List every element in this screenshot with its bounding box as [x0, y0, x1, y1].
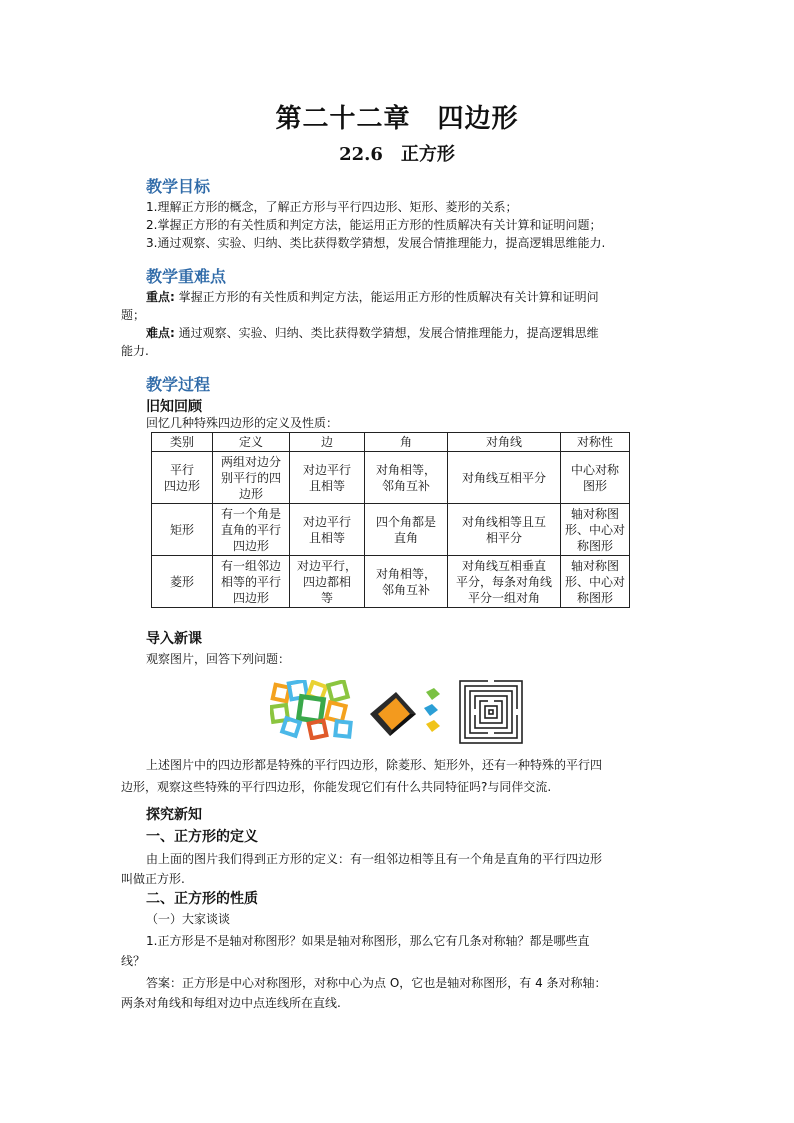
square-maze-image	[458, 679, 524, 745]
intro-paragraph-line-1: 上述图片中的四边形都是特殊的平行四边形，除菱形、矩形外，还有一种特殊的平行四	[146, 758, 603, 772]
goal-item-2: 2.掌握正方形的有关性质和判定方法，能运用正方形的性质解决有关计算和证明问题；	[146, 218, 602, 232]
definition-title: 一、正方形的定义	[146, 829, 258, 845]
table-cell: 对边平行 且相等	[290, 504, 365, 556]
table-cell: 矩形	[152, 504, 213, 556]
explore-title: 探究新知	[146, 807, 202, 823]
focus-label: 重点:	[146, 290, 175, 304]
review-title: 旧知回顾	[146, 399, 202, 415]
goal-item-1: 1.理解正方形的概念，了解正方形与平行四边形、矩形、菱形的关系；	[146, 200, 518, 214]
properties-title: 二、正方形的性质	[146, 891, 258, 907]
focus-line-2: 题；	[121, 308, 146, 322]
table-cell: 对角相等， 邻角互补	[365, 452, 448, 504]
focus-line-1	[146, 288, 599, 306]
table-cell: 对角线互相平分	[448, 452, 561, 504]
answer-line-1: 答案：正方形是中心对称图形，对称中心为点 O，它也是轴对称图形，有 4 条对称轴：	[146, 976, 607, 990]
table-cell: 对边平行 且相等	[290, 452, 365, 504]
chapter-title: 第二十二章 四边形	[275, 104, 519, 134]
goals-heading: 教学目标	[146, 177, 211, 196]
cube-image	[368, 688, 444, 742]
table-cell: 有一组邻边 相等的平行 四边形	[213, 556, 290, 608]
table-cell: 对角线相等且互 相平分	[448, 504, 561, 556]
table-header: 类别	[152, 433, 213, 452]
table-header: 对角线	[448, 433, 561, 452]
process-heading: 教学过程	[146, 375, 211, 394]
table-cell: 对角相等， 邻角互补	[365, 556, 448, 608]
table-cell: 菱形	[152, 556, 213, 608]
keypoints-heading: 教学重难点	[146, 267, 227, 286]
colorful-squares-image	[270, 680, 354, 740]
table-row	[152, 452, 630, 504]
question-1-line-2: 线？	[121, 954, 146, 968]
table-cell: 轴对称图 形、中心对 称图形	[561, 504, 630, 556]
difficulty-line-2: 能力.	[121, 344, 149, 358]
table-cell: 两组对边分 别平行的四 边形	[213, 452, 290, 504]
question-1-line-1: 1.正方形是不是轴对称图形？如果是轴对称图形，那么它有几条对称轴？都是哪些直	[146, 934, 590, 948]
intro-paragraph-line-2: 边形，观察这些特殊的平行四边形，你能发现它们有什么共同特征吗?与同伴交流.	[121, 780, 552, 794]
table-cell: 平行 四边形	[152, 452, 213, 504]
definition-line-2: 叫做正方形.	[121, 872, 185, 886]
definition-line-1: 由上面的图片我们得到正方形的定义：有一组邻边相等且有一个角是直角的平行四边形	[146, 852, 603, 866]
table-header: 角	[365, 433, 448, 452]
intro-title: 导入新课	[146, 631, 202, 647]
table-header: 定义	[213, 433, 290, 452]
discuss-title: （一）大家谈谈	[146, 912, 231, 926]
answer-line-2: 两条对角线和每组对边中点连线所在直线.	[121, 996, 341, 1010]
table-header: 对称性	[561, 433, 630, 452]
difficulty-line-1	[146, 324, 599, 342]
section-title: 22.6 正方形	[339, 144, 455, 165]
table-header: 边	[290, 433, 365, 452]
quadrilateral-table	[151, 432, 630, 608]
table-cell: 中心对称 图形	[561, 452, 630, 504]
table-header-row	[152, 433, 630, 452]
intro-prompt: 观察图片，回答下列问题：	[146, 652, 291, 666]
table-row	[152, 504, 630, 556]
focus-text: 掌握正方形的有关性质和判定方法，能运用正方形的性质解决有关计算和证明问	[174, 290, 599, 304]
goal-item-3: 3.通过观察、实验、归纳、类比获得数学猜想，发展合情推理能力，提高逻辑思维能力.	[146, 236, 606, 250]
table-cell: 四个角都是 直角	[365, 504, 448, 556]
table-cell: 对边平行， 四边都相 等	[290, 556, 365, 608]
table-cell: 轴对称图 形、中心对 称图形	[561, 556, 630, 608]
difficulty-text: 通过观察、实验、归纳、类比获得数学猜想，发展合情推理能力，提高逻辑思维	[174, 326, 599, 340]
table-row	[152, 556, 630, 608]
table-cell: 有一个角是 直角的平行 四边形	[213, 504, 290, 556]
difficulty-label: 难点:	[146, 326, 175, 340]
table-cell: 对角线互相垂直 平分，每条对角线 平分一组对角	[448, 556, 561, 608]
review-intro: 回忆几种特殊四边形的定义及性质：	[146, 416, 339, 430]
